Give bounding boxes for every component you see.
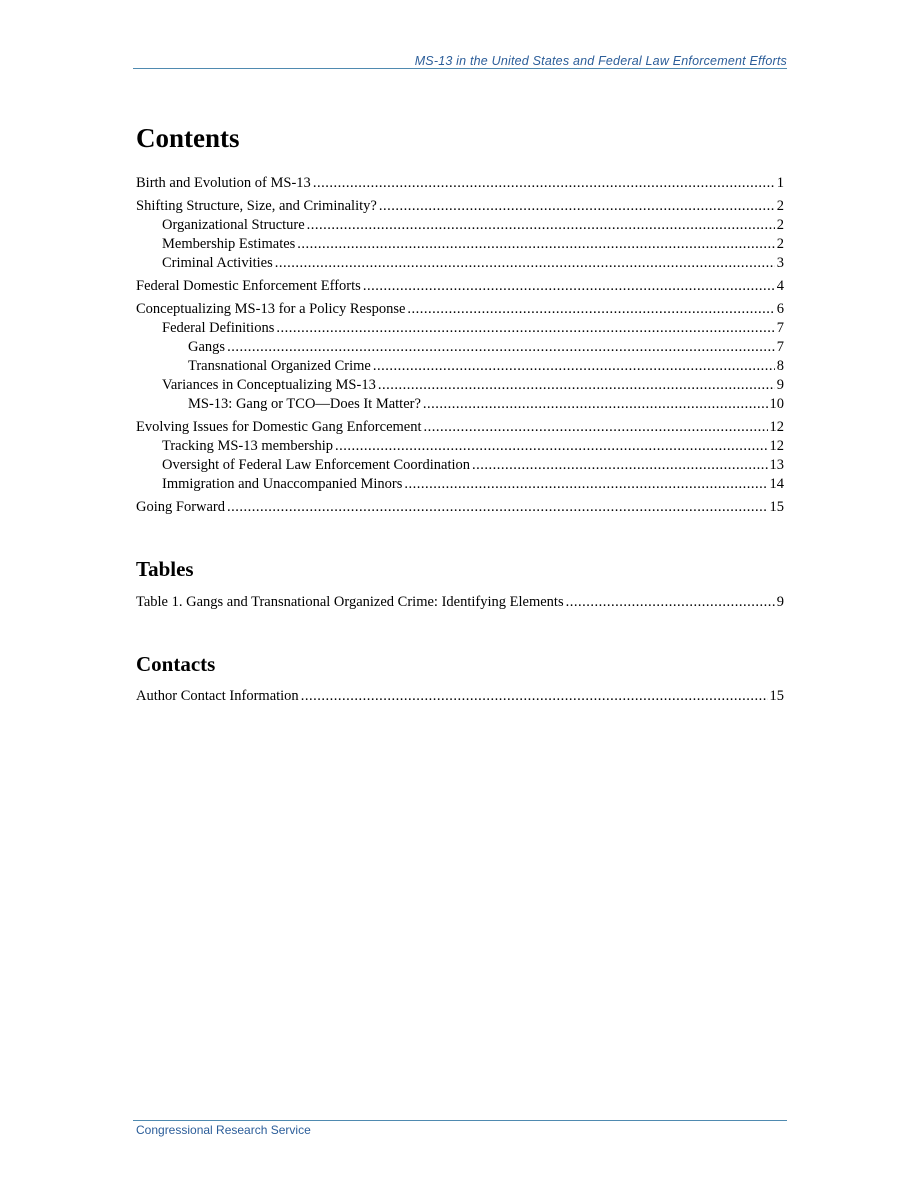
toc-entry[interactable]	[136, 300, 784, 319]
toc-dot-leader	[227, 498, 767, 517]
tables-heading: Tables	[136, 557, 194, 582]
toc-entry-page: 3	[776, 255, 784, 272]
toc-entry-page: 8	[776, 358, 784, 375]
toc-dot-leader	[407, 300, 774, 319]
toc-entry-page: 13	[769, 457, 784, 474]
toc-entry[interactable]	[136, 456, 784, 475]
toc-dot-leader	[423, 395, 768, 414]
toc-entry-label: Federal Definitions	[162, 320, 275, 337]
toc-entry-label: Author Contact Information	[136, 687, 299, 704]
toc-dot-leader	[313, 174, 775, 193]
contacts-heading: Contacts	[136, 651, 216, 676]
toc-entry[interactable]	[136, 197, 784, 216]
toc-entry-page: 12	[769, 438, 784, 455]
toc-entry-label: Variances in Conceptualizing MS-13	[162, 377, 376, 394]
toc-entry-label: Transnational Organized Crime	[188, 358, 371, 375]
toc-entry[interactable]	[136, 254, 784, 273]
toc-entry-page: 2	[776, 198, 784, 215]
toc-entry-label: Federal Domestic Enforcement Efforts	[136, 278, 361, 295]
toc-entry-page: 1	[776, 175, 784, 192]
toc-entry[interactable]	[136, 687, 784, 706]
toc-entry-label: Conceptualizing MS-13 for a Policy Response	[136, 301, 406, 318]
toc-entry[interactable]	[136, 593, 784, 612]
toc-entry[interactable]	[136, 277, 784, 296]
toc-entry-label: Oversight of Federal Law Enforcement Coordination	[162, 457, 471, 474]
toc-entry[interactable]	[136, 376, 784, 395]
toc-dot-leader	[297, 235, 774, 254]
contacts-section	[136, 652, 784, 706]
contents-list	[136, 174, 784, 517]
toc-entry-label: Tracking MS-13 membership	[162, 438, 334, 455]
toc-entry[interactable]	[136, 418, 784, 437]
toc-entry-label: Immigration and Unaccompanied Minors	[162, 476, 403, 493]
toc-dot-leader	[363, 277, 775, 296]
toc-dot-leader	[472, 456, 767, 475]
toc-entry[interactable]	[136, 216, 784, 235]
toc-dot-leader	[378, 376, 775, 395]
toc-dot-leader	[227, 338, 775, 357]
toc-entry[interactable]	[136, 357, 784, 376]
toc-entry-label: Table 1. Gangs and Transnational Organized Crime: Identifying Elements	[136, 593, 564, 610]
toc-entry[interactable]	[136, 395, 784, 414]
toc-dot-leader	[301, 687, 768, 706]
toc-dot-leader	[275, 254, 775, 273]
toc-entry-page: 10	[769, 396, 784, 413]
toc-entry[interactable]	[136, 174, 784, 193]
toc-entry-page: 15	[769, 499, 784, 516]
toc-entry[interactable]	[136, 338, 784, 357]
toc-entry-page: 7	[776, 339, 784, 356]
toc-dot-leader	[335, 437, 767, 456]
toc-entry-page: 7	[776, 320, 784, 337]
toc-entry-label: Shifting Structure, Size, and Criminality?	[136, 198, 377, 215]
toc-entry-page: 15	[769, 687, 784, 704]
toc-entry-page: 12	[769, 419, 784, 436]
contacts-list	[136, 687, 784, 706]
tables-list	[136, 593, 784, 612]
tables-section	[136, 557, 784, 611]
toc-entry[interactable]	[136, 235, 784, 254]
toc-entry[interactable]	[136, 498, 784, 517]
toc-entry-page: 9	[776, 377, 784, 394]
toc-dot-leader	[424, 418, 768, 437]
toc-entry-page: 4	[776, 278, 784, 295]
toc-dot-leader	[566, 593, 775, 612]
toc-entry-label: Criminal Activities	[162, 255, 273, 272]
toc-entry-label: Evolving Issues for Domestic Gang Enforcement	[136, 419, 422, 436]
toc-entry[interactable]	[136, 319, 784, 338]
toc-entry[interactable]	[136, 475, 784, 494]
toc-entry-label: Membership Estimates	[162, 236, 296, 253]
running-footer-publisher: Congressional Research Service	[136, 1123, 311, 1137]
toc-dot-leader	[404, 475, 767, 494]
toc-entry-label: Gangs	[188, 339, 226, 356]
toc-entry-label: Organizational Structure	[162, 217, 305, 234]
toc-dot-leader	[307, 216, 775, 235]
toc-entry-label: Going Forward	[136, 499, 226, 516]
toc-entry-page: 2	[776, 217, 784, 234]
running-header-title: MS-13 in the United States and Federal Law Enforcement Efforts	[414, 54, 787, 68]
footer-divider	[133, 1120, 787, 1121]
header-divider	[133, 68, 787, 69]
toc-entry-label: MS-13: Gang or TCO—Does It Matter?	[188, 396, 421, 413]
toc-entry-label: Birth and Evolution of MS-13	[136, 175, 311, 192]
toc-dot-leader	[276, 319, 774, 338]
contents-heading: Contents	[136, 123, 240, 153]
toc-dot-leader	[379, 197, 775, 216]
toc-dot-leader	[373, 357, 775, 376]
toc-entry-page: 14	[769, 476, 784, 493]
toc-entry[interactable]	[136, 437, 784, 456]
toc-entry-page: 2	[776, 236, 784, 253]
toc-entry-page: 6	[776, 301, 784, 318]
toc-entry-page: 9	[776, 593, 784, 610]
document-body	[136, 122, 784, 706]
